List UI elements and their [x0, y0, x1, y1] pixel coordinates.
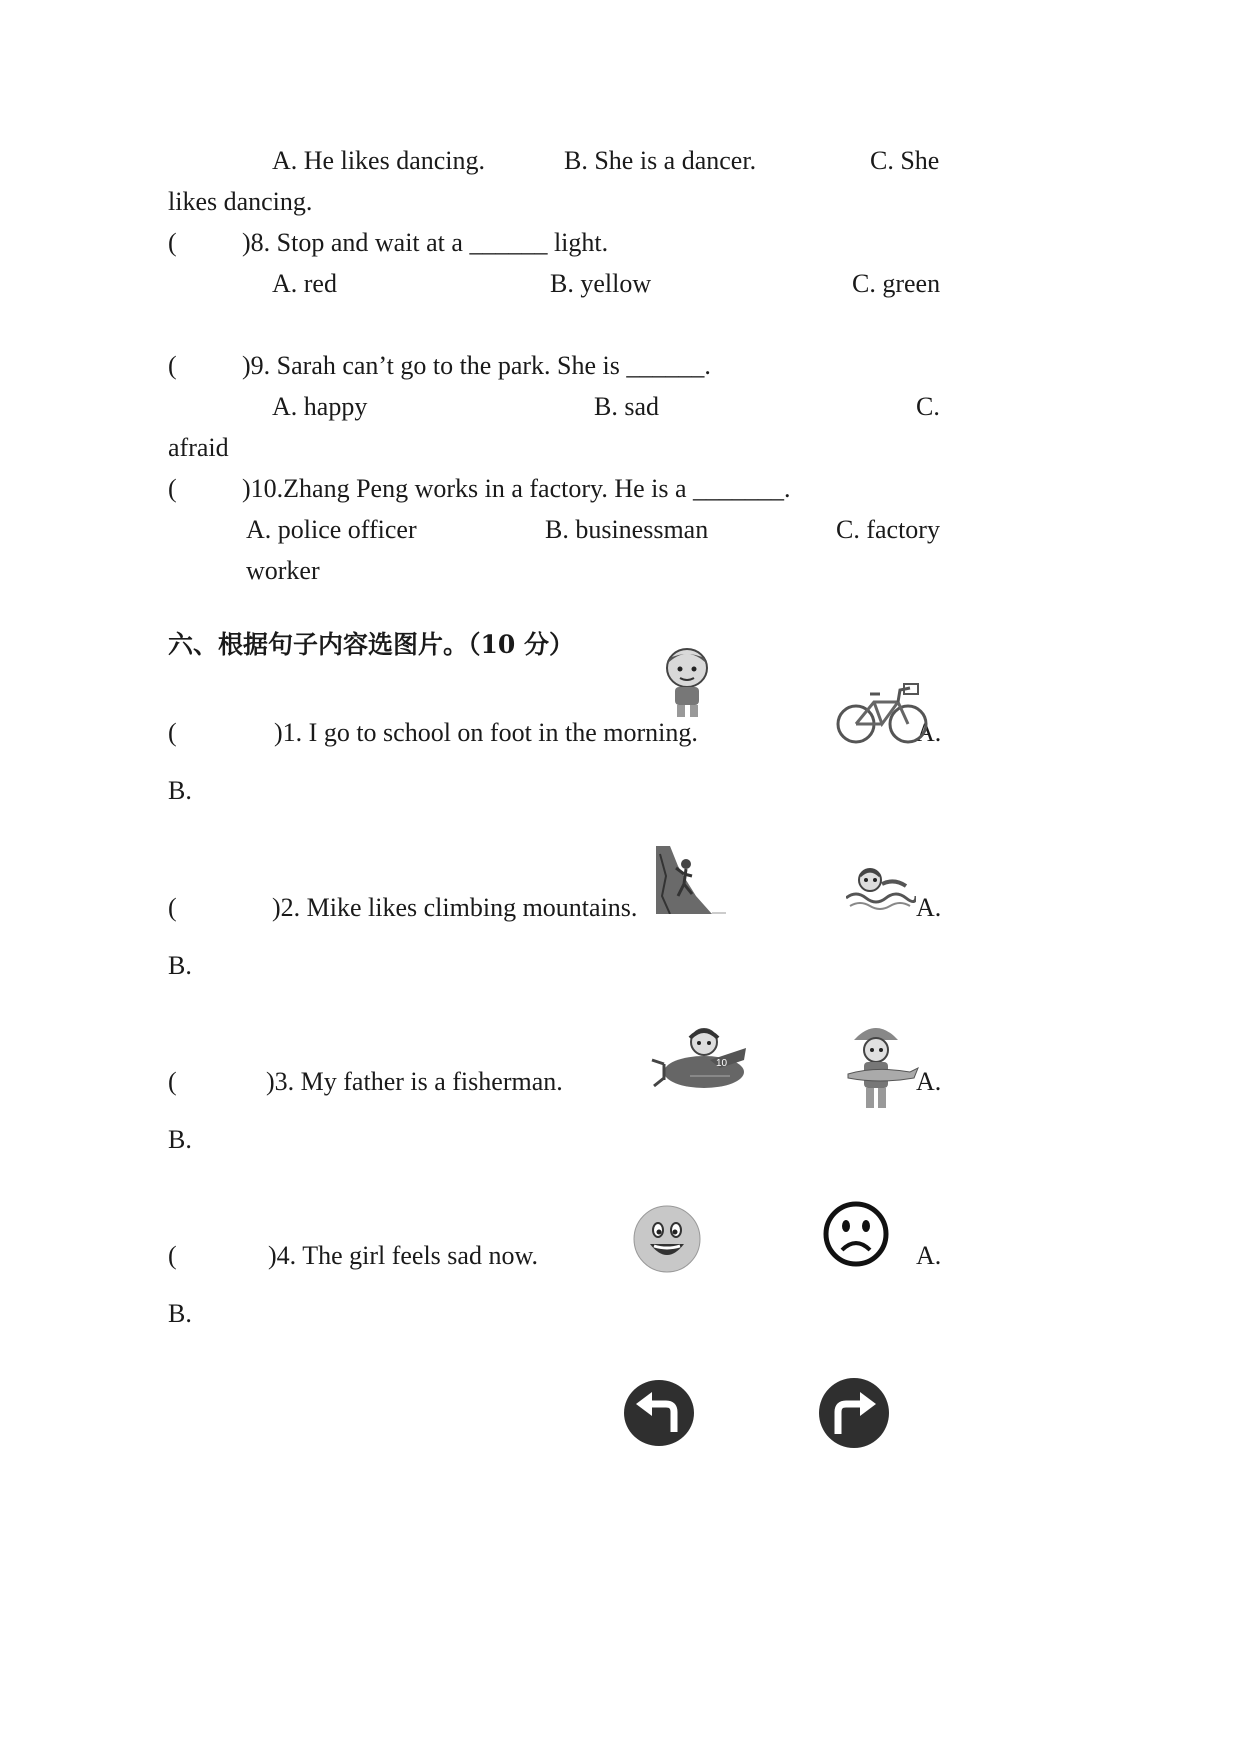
q9-option-a: A. happy	[272, 392, 368, 421]
q7-option-c: C. She	[870, 146, 940, 175]
boy-walking-icon	[654, 646, 720, 718]
q8-option-a: A. red	[272, 269, 337, 298]
item3-label-b: B.	[168, 1125, 192, 1154]
item4-paren: (	[168, 1241, 177, 1270]
item2-label-a: A.	[916, 893, 942, 922]
q10-option-c-cont: worker	[246, 556, 320, 585]
section-heading: 六、根据句子内容选图片。（10 分）	[168, 630, 574, 659]
item3-paren: (	[168, 1067, 177, 1096]
q9-option-c: C.	[916, 392, 940, 421]
turn-right-sign-icon	[816, 1376, 892, 1450]
q8-paren: (	[168, 228, 177, 257]
q7-option-b: B. She is a dancer.	[564, 146, 757, 175]
svg-text:10: 10	[716, 1058, 728, 1069]
item1-label-b: B.	[168, 776, 192, 805]
item2-paren: (	[168, 893, 177, 922]
q9-paren: (	[168, 351, 177, 380]
fisherman-icon	[840, 1022, 920, 1114]
q9-option-b: B. sad	[594, 392, 659, 421]
q7-option-a: A. He likes dancing.	[272, 146, 486, 175]
item1-paren: (	[168, 718, 177, 747]
q8-option-b: B. yellow	[550, 269, 652, 298]
bicycle-icon	[836, 680, 928, 746]
happy-face-icon	[632, 1204, 702, 1274]
turn-left-sign-icon	[622, 1378, 696, 1448]
item2-label-b: B.	[168, 951, 192, 980]
item4-label-a: A.	[916, 1241, 942, 1270]
q8-stem: )8. Stop and wait at a ______ light.	[242, 228, 609, 257]
rock-climbing-icon	[656, 846, 726, 914]
q9-stem: )9. Sarah can’t go to the park. She is ______.	[242, 351, 711, 380]
item4-stem: )4. The girl feels sad now.	[268, 1241, 539, 1270]
q10-stem: )10.Zhang Peng works in a factory. He is a _______.	[242, 474, 791, 503]
item3-stem: )3. My father is a fisherman.	[266, 1067, 563, 1096]
q10-paren: (	[168, 474, 177, 503]
item3-label-a: A.	[916, 1067, 942, 1096]
sad-face-icon	[822, 1200, 890, 1268]
item1-stem: )1. I go to school on foot in the morning.	[274, 718, 698, 747]
swimmer-icon	[846, 866, 916, 910]
q10-option-a: A. police officer	[246, 515, 417, 544]
q10-option-b: B. businessman	[545, 515, 709, 544]
q7-option-c-cont: likes dancing.	[168, 187, 313, 216]
item1-label-a: A.	[916, 718, 942, 747]
item2-stem: )2. Mike likes climbing mountains.	[272, 893, 638, 922]
item4-label-b: B.	[168, 1299, 192, 1328]
q8-option-c: C. green	[852, 269, 941, 298]
pilot-plane-icon	[650, 1020, 750, 1100]
q9-option-c-cont: afraid	[168, 433, 229, 462]
q10-option-c: C. factory	[836, 515, 940, 544]
